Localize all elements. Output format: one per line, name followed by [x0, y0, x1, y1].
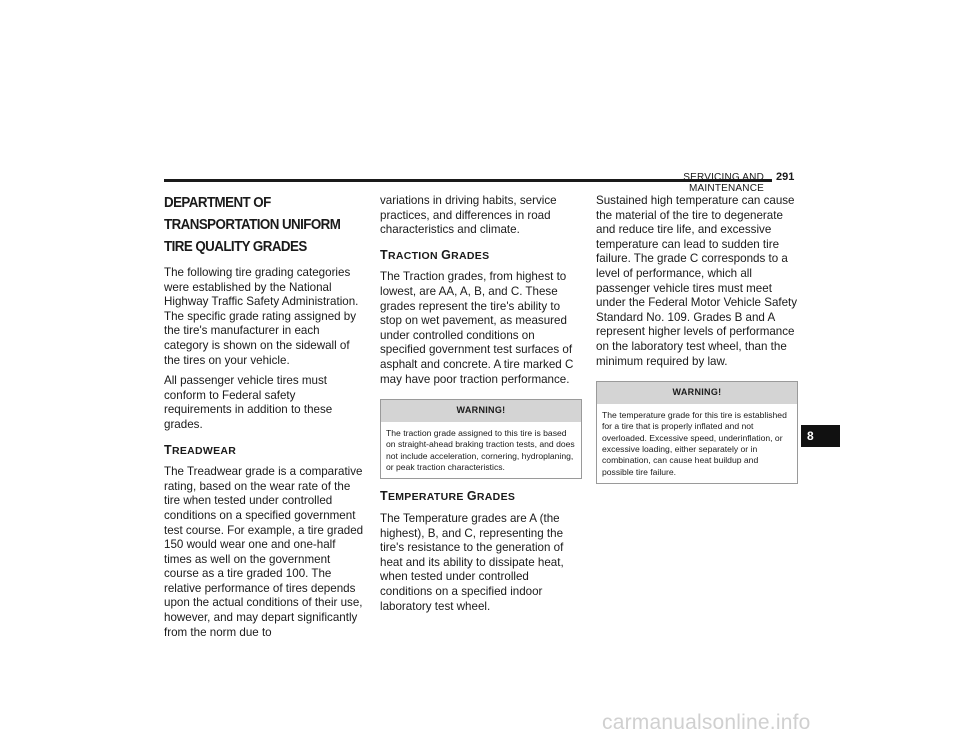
warning-text: The temperature grade for this tire is established for a tire that is properly inflated and not overloaded. Excessive speed, underinflation, or excessive loading, either separately or in combination, can cause heat buildup and possible tire failure.: [602, 409, 787, 477]
traction-heading-initial: T: [380, 247, 388, 262]
warning-text: The traction grade assigned to this tire is based on straight-ahead braking traction tests, and does not include acceleration, cornering, hydroplaning, or peak traction characteristics.: [386, 427, 575, 472]
heat-paragraph: Sustained high temperature can cause the material of the tire to degenerate and reduce tire life, and excessive temperature can lead to sudden tire failure. The grade C corresponds to a level of performance, which all passenger vehicle tires must meet under the Federal Motor Vehicle Safety Standard No. 109. Grades B and A represent higher levels of performance on the laboratory test wheel, than the minimum required by law.: [596, 194, 798, 368]
traction-heading-rest-2: RADES: [451, 249, 490, 262]
temperature-heading-initial-2: G: [466, 489, 477, 504]
column-2: [380, 194, 582, 620]
chapter-tab: 8: [801, 425, 840, 447]
traction-heading-initial-2: G: [441, 247, 452, 262]
temperature-warning-box: [596, 381, 798, 484]
federal-paragraph: All passenger vehicle tires must conform to Federal safety requirements in addition to these grades.: [164, 374, 333, 431]
treadwear-heading: [164, 443, 366, 459]
column-1: [164, 192, 366, 646]
treadwear-paragraph: The Treadwear grade is a comparative rating, based on the wear rate of the tire when tested under controlled conditions on a specified government test course. For example, a tire graded 150 would wear one and one-half times as well on the government course as a tire graded 100. The relative performance of tires depends upon the actual conditions of their use, however, and may depart significantly from the norm due to: [164, 465, 364, 639]
treadwear-heading-initial: T: [164, 442, 172, 457]
page-number: 291: [776, 171, 795, 183]
section-heading: DEPARTMENT OF TRANSPORTATION UNIFORM TIRE QUALITY GRADES: [164, 195, 341, 255]
temperature-heading-rest-1: EMPERATURE: [387, 491, 467, 504]
traction-heading-rest-1: RACTION: [387, 249, 442, 262]
temperature-heading-initial: T: [380, 489, 388, 504]
temperature-heading-rest-2: RADES: [476, 491, 516, 504]
temperature-paragraph: The Temperature grades are A (the highest), B, and C, representing the tire's resistance to the generation of heat and its ability to dissipate heat, when tested under controlled conditions on a specified indoor laboratory test wheel.: [380, 511, 564, 613]
treadwear-heading-rest: READWEAR: [171, 444, 237, 457]
column-3: [596, 194, 798, 494]
running-header-title: SERVICING AND MAINTENANCE: [683, 172, 764, 194]
continued-paragraph: variations in driving habits, service practices, and differences in road characteristics and climate.: [380, 194, 557, 237]
traction-warning-box: [380, 399, 582, 479]
warning-title: WARNING!: [381, 400, 581, 422]
traction-heading: [380, 248, 582, 264]
watermark: carmanualsonline.info: [602, 711, 811, 734]
intro-paragraph: The following tire grading categories were established by the National Highway Traffic Safety Administration. The specific grade rating assigned by the tire's manufacturer in each category is shown on the sidewall of the tires on your vehicle.: [164, 266, 359, 367]
temperature-heading: [380, 489, 582, 505]
traction-paragraph: The Traction grades, from highest to lowest, are AA, A, B, and C. These grades represent the tire's ability to stop on wet pavement, as measured under controlled conditions on specified government test surfaces of asphalt and concrete. A tire marked C may have poor traction performance.: [380, 270, 574, 386]
warning-title: WARNING!: [597, 382, 797, 404]
